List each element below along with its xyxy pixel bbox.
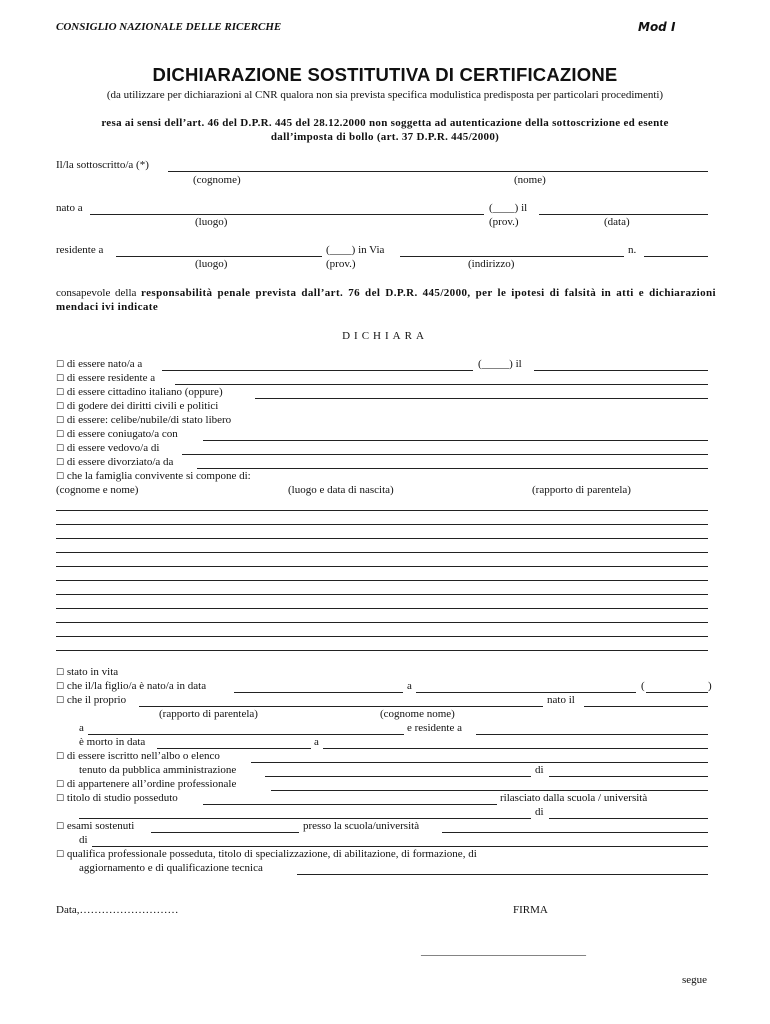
house-number-label: n. (628, 244, 637, 256)
birth-province-date-label: (____) il (489, 202, 528, 214)
checkbox-icon: ☐ (56, 472, 65, 482)
relative-residence-label: e residente a (407, 722, 462, 734)
family-member-line[interactable] (56, 538, 708, 539)
checkbox-widowed[interactable]: ☐ di essere vedovo/a di (56, 442, 160, 454)
family-member-line[interactable] (56, 580, 708, 581)
undersigned-label: Il/la sottoscritto/a (*) (56, 159, 149, 171)
checkbox-icon: ☐ (56, 444, 65, 454)
awareness-statement: consapevole della responsabilità penale prevista dall’art. 76 del D.P.R. 445/2000, per le ipotesi di falsità in atti e dichiarazioni mendaci ivi indicate (56, 287, 716, 313)
checkbox-education[interactable]: ☐ titolo di studio posseduto (56, 792, 178, 804)
child-province-field[interactable] (646, 692, 708, 693)
widowed-of-field[interactable] (182, 454, 708, 455)
residence-address-caption: (indirizzo) (468, 258, 515, 270)
checkbox-citizen[interactable]: ☐ di essere cittadino italiano (oppure) (56, 386, 223, 398)
relative-name-caption: (cognome nome) (380, 708, 455, 720)
checkbox-icon: ☐ (56, 752, 65, 762)
checkbox-icon: ☐ (56, 388, 65, 398)
family-member-line[interactable] (56, 594, 708, 595)
checkbox-born[interactable]: ☐ di essere nato/a a (56, 358, 143, 370)
family-member-line[interactable] (56, 650, 708, 651)
relative-residence-field[interactable] (476, 734, 708, 735)
document-subtitle: (da utilizzare per dichiarazioni al CNR qualora non sia prevista specifica modulistica predisposta per particolari procedimenti) (106, 89, 664, 101)
register-field[interactable] (251, 762, 708, 763)
checkbox-married[interactable]: ☐ di essere coniugato/a con (56, 428, 178, 440)
checkbox-civil-rights[interactable]: ☐ di godere dei diritti civili e politici (56, 400, 219, 412)
register-location-field[interactable] (549, 776, 708, 777)
document-title: DICHIARAZIONE SOSTITUTIVA DI CERTIFICAZIONE (152, 64, 618, 85)
residence-label: residente a (56, 244, 104, 256)
checkbox-relative[interactable]: ☐ che il proprio (56, 694, 127, 706)
divorced-from-field[interactable] (197, 468, 708, 469)
checkbox-resident[interactable]: ☐ di essere residente a (56, 372, 156, 384)
family-member-line[interactable] (56, 566, 708, 567)
date-field[interactable]: Data,……………………… (56, 904, 179, 916)
checkbox-qualification[interactable]: ☐ qualifica professionale posseduta, titolo di specializzazione, di abilitazione, di formazione, di (56, 848, 477, 860)
issuing-school-field[interactable] (79, 818, 531, 819)
relative-birthplace-field[interactable] (88, 734, 404, 735)
child-birthplace-label: a (407, 680, 412, 692)
relative-field[interactable] (139, 706, 543, 707)
declared-birthplace-field[interactable] (162, 370, 473, 371)
death-date-field[interactable] (157, 748, 311, 749)
issuing-location-label: di (535, 806, 544, 818)
family-member-line[interactable] (56, 608, 708, 609)
continues-label: segue (682, 974, 708, 986)
checkbox-divorced[interactable]: ☐ di essere divorziato/a da (56, 456, 174, 468)
birthplace-caption: (luogo) (195, 216, 228, 228)
checkbox-icon: ☐ (56, 780, 65, 790)
death-place-field[interactable] (323, 748, 708, 749)
checkbox-exams[interactable]: ☐ esami sostenuti (56, 820, 135, 832)
checkbox-icon: ☐ (56, 360, 65, 370)
residence-city-field[interactable] (116, 256, 322, 257)
checkbox-register[interactable]: ☐ di essere iscritto nell’albo o elenco (56, 750, 220, 762)
checkbox-icon: ☐ (56, 374, 65, 384)
declared-residence-field[interactable] (175, 384, 708, 385)
signature-label: FIRMA (513, 904, 548, 916)
relative-birth-date-field[interactable] (584, 706, 708, 707)
relationship-caption: (rapporto di parentela) (159, 708, 258, 720)
form-model-code: Mod I (638, 20, 676, 34)
child-province-close: ) (708, 680, 712, 692)
exams-field[interactable] (151, 832, 299, 833)
family-relationship-caption: (rapporto di parentela) (532, 484, 631, 496)
residence-province-street-label: (____) in Via (326, 244, 385, 256)
legal-basis-line-2: dall’imposta di bollo (art. 37 D.P.R. 445/2000) (270, 131, 500, 143)
checkbox-child-born[interactable]: ☐ che il/la figlio/a è nato/a in data (56, 680, 207, 692)
register-of-label: di (535, 764, 544, 776)
exams-location-label: di (79, 834, 88, 846)
checkbox-family[interactable]: ☐ che la famiglia convivente si compone di: (56, 470, 251, 482)
checkbox-icon: ☐ (56, 794, 65, 804)
exams-school-label: presso la scuola/università (303, 820, 420, 832)
checkbox-professional-order[interactable]: ☐ di appartenere all’ordine professionale (56, 778, 237, 790)
public-administration-field[interactable] (265, 776, 531, 777)
family-member-line[interactable] (56, 622, 708, 623)
checkbox-icon: ☐ (56, 822, 65, 832)
declared-birth-province-label: (_____) il (478, 358, 522, 370)
declares-heading: DICHIARA (342, 330, 428, 342)
undersigned-name-field[interactable] (168, 171, 708, 172)
checkbox-alive[interactable]: ☐ stato in vita (56, 666, 119, 678)
checkbox-icon: ☐ (56, 668, 65, 678)
education-title-field[interactable] (203, 804, 497, 805)
relative-birthplace-label: a (79, 722, 84, 734)
checkbox-icon: ☐ (56, 696, 65, 706)
checkbox-icon: ☐ (56, 682, 65, 692)
died-on-label: è morto in data (79, 736, 146, 748)
child-province-open: ( (641, 680, 645, 692)
family-surname-name-caption: (cognome e nome) (56, 484, 139, 496)
professional-order-field[interactable] (271, 790, 708, 791)
legal-basis-line-1: resa ai sensi dell’art. 46 del D.P.R. 445 del 28.12.2000 non soggetta ad autenticazione della sottoscrizione ed esente (101, 117, 669, 129)
residence-street-field[interactable] (400, 256, 624, 257)
family-member-line[interactable] (56, 636, 708, 637)
birth-province-caption: (prov.) (489, 216, 519, 228)
checkbox-icon: ☐ (56, 850, 65, 860)
birth-date-caption: (data) (604, 216, 630, 228)
spouse-field[interactable] (203, 440, 708, 441)
organization-name: CONSIGLIO NAZIONALE DELLE RICERCHE (56, 21, 282, 33)
surname-caption: (cognome) (193, 174, 241, 186)
child-birth-date-field[interactable] (234, 692, 403, 693)
birthplace-field[interactable] (90, 214, 484, 215)
death-place-label: a (314, 736, 319, 748)
qualification-continued-label: aggiornamento e di qualificazione tecnica (79, 862, 263, 874)
exams-location-field[interactable] (92, 846, 708, 847)
issuing-location-field[interactable] (549, 818, 708, 819)
checkbox-icon: ☐ (56, 458, 65, 468)
residence-city-caption: (luogo) (195, 258, 228, 270)
child-birthplace-field[interactable] (416, 692, 636, 693)
citizenship-field[interactable] (255, 398, 708, 399)
checkbox-icon: ☐ (56, 416, 65, 426)
checkbox-icon: ☐ (56, 430, 65, 440)
held-by-pa-label: tenuto da pubblica amministrazione (79, 764, 237, 776)
name-caption: (nome) (514, 174, 546, 186)
issued-by-label: rilasciato dalla scuola / università (500, 792, 648, 804)
house-number-field[interactable] (644, 256, 708, 257)
birthplace-label: nato a (56, 202, 83, 214)
residence-province-caption: (prov.) (326, 258, 356, 270)
checkbox-single[interactable]: ☐ di essere: celibe/nubile/di stato libero (56, 414, 232, 426)
birth-date-field[interactable] (539, 214, 708, 215)
declared-birth-date-field[interactable] (534, 370, 708, 371)
family-member-line[interactable] (56, 510, 708, 511)
family-member-line[interactable] (56, 524, 708, 525)
exams-school-field[interactable] (442, 832, 708, 833)
qualification-field[interactable] (297, 874, 708, 875)
signature-field[interactable]: ______________________________ (421, 945, 586, 957)
checkbox-icon: ☐ (56, 402, 65, 412)
relative-born-on-label: nato il (547, 694, 575, 706)
family-member-line[interactable] (56, 552, 708, 553)
family-birth-caption: (luogo e data di nascita) (288, 484, 394, 496)
